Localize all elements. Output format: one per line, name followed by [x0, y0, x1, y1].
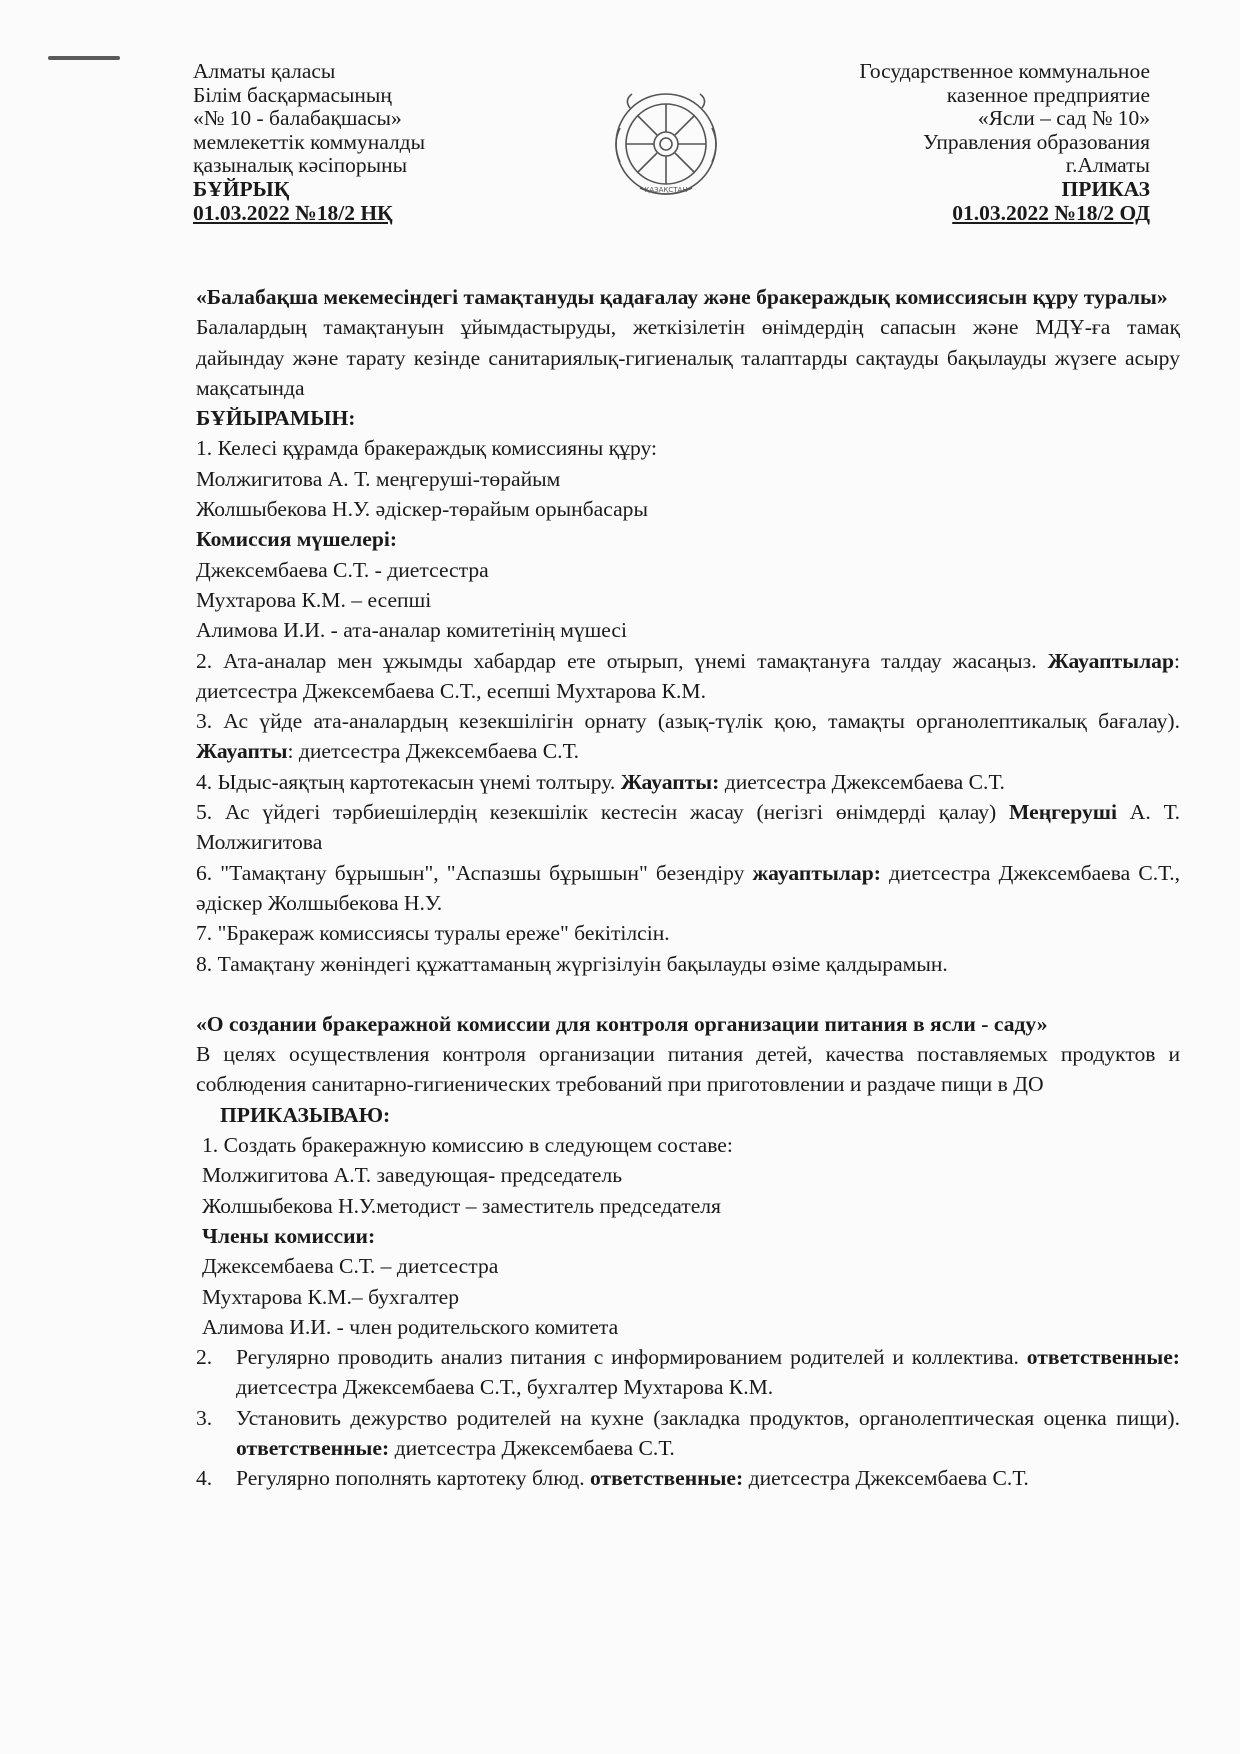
kz-item-3 [196, 706, 1180, 767]
kz-title: «Балабақша мекемесіндегі тамақтануды қадағалау және бракераждық комиссиясын құру туралы» [196, 285, 1168, 309]
kz-item-3-resp: : диетсестра Джексембаева С.Т. [287, 739, 579, 764]
emblem-text: ҚАЗАҚСТАН [644, 186, 688, 194]
kz-item-7: 7. "Бракераж комиссиясы туралы ереже" бекітілсін. [196, 921, 670, 946]
ru-intro: В целях осуществления контроля организации питания детей, качества поставляемых продуктов и соблюдения санитарно-гигиенических требований при приготовлении и раздаче пищи в ДО [196, 1042, 1180, 1097]
ru-item-text: Установить дежурство родителей на кухне (закладка продуктов, органолептическая оценка пищи). [236, 1405, 1180, 1430]
ru-item-1: 1. Создать бракеражную комиссию в следующем составе: [202, 1133, 733, 1158]
ru-item-resp: диетсестра Джексембаева С.Т., бухгалтер Мухтарова К.М. [236, 1375, 774, 1400]
header-right-ru [730, 60, 1150, 225]
kz-item-6-text: 6. "Тамақтану бұрышын", "Аспазшы бұрышын" безендіру [196, 860, 753, 885]
kz-item-4-resp: диетсестра Джексембаева С.Т. [719, 769, 1005, 794]
kz-members-head: Комиссия мүшелері: [196, 527, 398, 552]
ru-deputy: Жолшыбекова Н.У.методист – заместитель председателя [202, 1193, 721, 1218]
ru-item-number: 2. [196, 1345, 213, 1370]
ru-item-label: ответственные: [236, 1435, 390, 1460]
ru-item-number: 4. [196, 1466, 213, 1491]
kz-item-2-text: 2. Ата-аналар мен ұжымды хабардар ете отырып, үнемі тамақтануға талдау жасаңыз. [196, 648, 1048, 673]
kz-item-1: 1. Келесі құрамда бракераждық комиссияны құру: [196, 436, 657, 461]
document-body [196, 282, 1180, 1494]
kz-item-4-label: Жауапты: [620, 769, 720, 794]
kz-item-2-resp: : диетсестра Джексембаева С.Т., есепші Мухтарова К.М. [196, 648, 1180, 703]
header-right-line: Государственное коммунальное [859, 59, 1150, 83]
kz-deputy: Жолшыбекова Н.У. әдіскер-төрайым орынбасары [196, 497, 648, 522]
ru-list-item [196, 1403, 1180, 1464]
kz-item-2-label: Жауаптылар [1047, 648, 1174, 673]
kz-item-3-label: Жауапты [196, 739, 288, 764]
kz-item-8: 8. Тамақтану жөніндегі құжаттаманың жүргізілуін бақылауды өзіме қалдырамын. [196, 951, 948, 976]
header-left-line: Алматы қаласы [193, 59, 336, 83]
kz-member: Мухтарова К.М. – есепші [196, 587, 432, 612]
kz-item-4 [196, 767, 1180, 797]
kz-item-6-label: жауаптылар: [752, 860, 881, 885]
ru-title: «О создании бракеражной комиссии для контроля организации питания в ясли - саду» [196, 1011, 1048, 1036]
ru-order-word: ПРИКАЗЫВАЮ: [220, 1102, 391, 1127]
kz-item-5-label: Меңгеруші [1009, 800, 1117, 825]
ru-item-list [196, 1342, 1180, 1493]
header-right-line: г.Алматы [1065, 153, 1150, 178]
ru-item-text: Регулярно пополнять картотеку блюд. [236, 1466, 591, 1491]
header-right-line: казенное предприятие [946, 82, 1150, 107]
ru-list-item [196, 1463, 1180, 1493]
header-left-line: Білім басқармасының [193, 82, 392, 107]
ru-member: Джексембаева С.Т. – диетсестра [202, 1254, 499, 1279]
ru-member: Мухтарова К.М.– бухгалтер [202, 1284, 460, 1309]
ru-item-label: ответственные: [1026, 1345, 1180, 1370]
ru-members-head: Члены комиссии: [202, 1223, 376, 1248]
doc-number-ru: 01.03.2022 №18/2 ОД [952, 200, 1150, 225]
doc-type-kz: БҰЙРЫҚ [193, 176, 290, 201]
kz-item-5-resp: А. Т. Молжигитова [196, 800, 1181, 855]
kz-item-5 [196, 797, 1180, 858]
kz-item-6-resp: диетсестра Джексембаева С.Т., әдіскер Жолшыбекова Н.У. [196, 860, 1180, 915]
header-right-line: «Ясли – сад № 10» [977, 106, 1150, 131]
doc-type-ru: ПРИКАЗ [1061, 176, 1150, 201]
ru-item-resp: диетсестра Джексембаева С.Т. [743, 1466, 1029, 1491]
section-gap [196, 979, 1180, 1009]
kz-item-5-text: 5. Ас үйдегі тәрбиешілердің кезекшілік кестесін жасау (негізгі өнімдерді қалау) [196, 800, 1010, 825]
header-left-kz [193, 60, 613, 225]
kz-member: Джексембаева С.Т. - диетсестра [196, 557, 489, 582]
kz-item-3-text: 3. Ас үйде ата-аналардың кезекшілігін орнату (азық-түлік қою, тамақты органолептикалық бағалау). [196, 709, 1180, 734]
header-left-line: мемлекеттік коммуналды [193, 129, 426, 154]
scan-artifact [48, 56, 120, 60]
ru-member: Алимова И.И. - член родительского комитета [202, 1314, 619, 1339]
ru-item-number: 3. [196, 1405, 213, 1430]
kz-item-2 [196, 646, 1180, 707]
kz-chair: Молжигитова А. Т. меңгеруші-төрайым [196, 466, 561, 491]
ru-item-resp: диетсестра Джексембаева С.Т. [389, 1435, 675, 1460]
header-left-line: «№ 10 - балабақшасы» [193, 106, 402, 131]
kz-member: Алимова И.И. - ата-аналар комитетінің мүшесі [196, 618, 627, 643]
kz-item-4-text: 4. Ыдыс-аяқтың картотекасын үнемі толтыру. [196, 769, 621, 794]
state-emblem-icon [610, 88, 722, 208]
kz-order-word: БҰЙЫРАМЫН: [196, 406, 356, 431]
ru-list-item [196, 1342, 1180, 1403]
doc-number-kz: 01.03.2022 №18/2 НҚ [193, 200, 393, 225]
ru-item-text: Регулярно проводить анализ питания с информированием родителей и коллектива. [236, 1345, 1027, 1370]
header-right-line: Управления образования [923, 129, 1150, 154]
kz-item-6 [196, 858, 1180, 919]
kz-intro: Балалардың тамақтануын ұйымдастыруды, жеткізілетін өнімдердің сапасын және МДҰ-ға тамақ дайындау және тарату кезінде санитариялық-гигиеналық талаптарды сақтауды бақылауды жүзеге асыру мақсатында [196, 315, 1180, 400]
ru-chair: Молжигитова А.Т. заведующая- председатель [202, 1163, 623, 1188]
ru-item-label: ответственные: [590, 1466, 744, 1491]
header-left-line: қазыналық кәсіпорыны [193, 153, 408, 178]
